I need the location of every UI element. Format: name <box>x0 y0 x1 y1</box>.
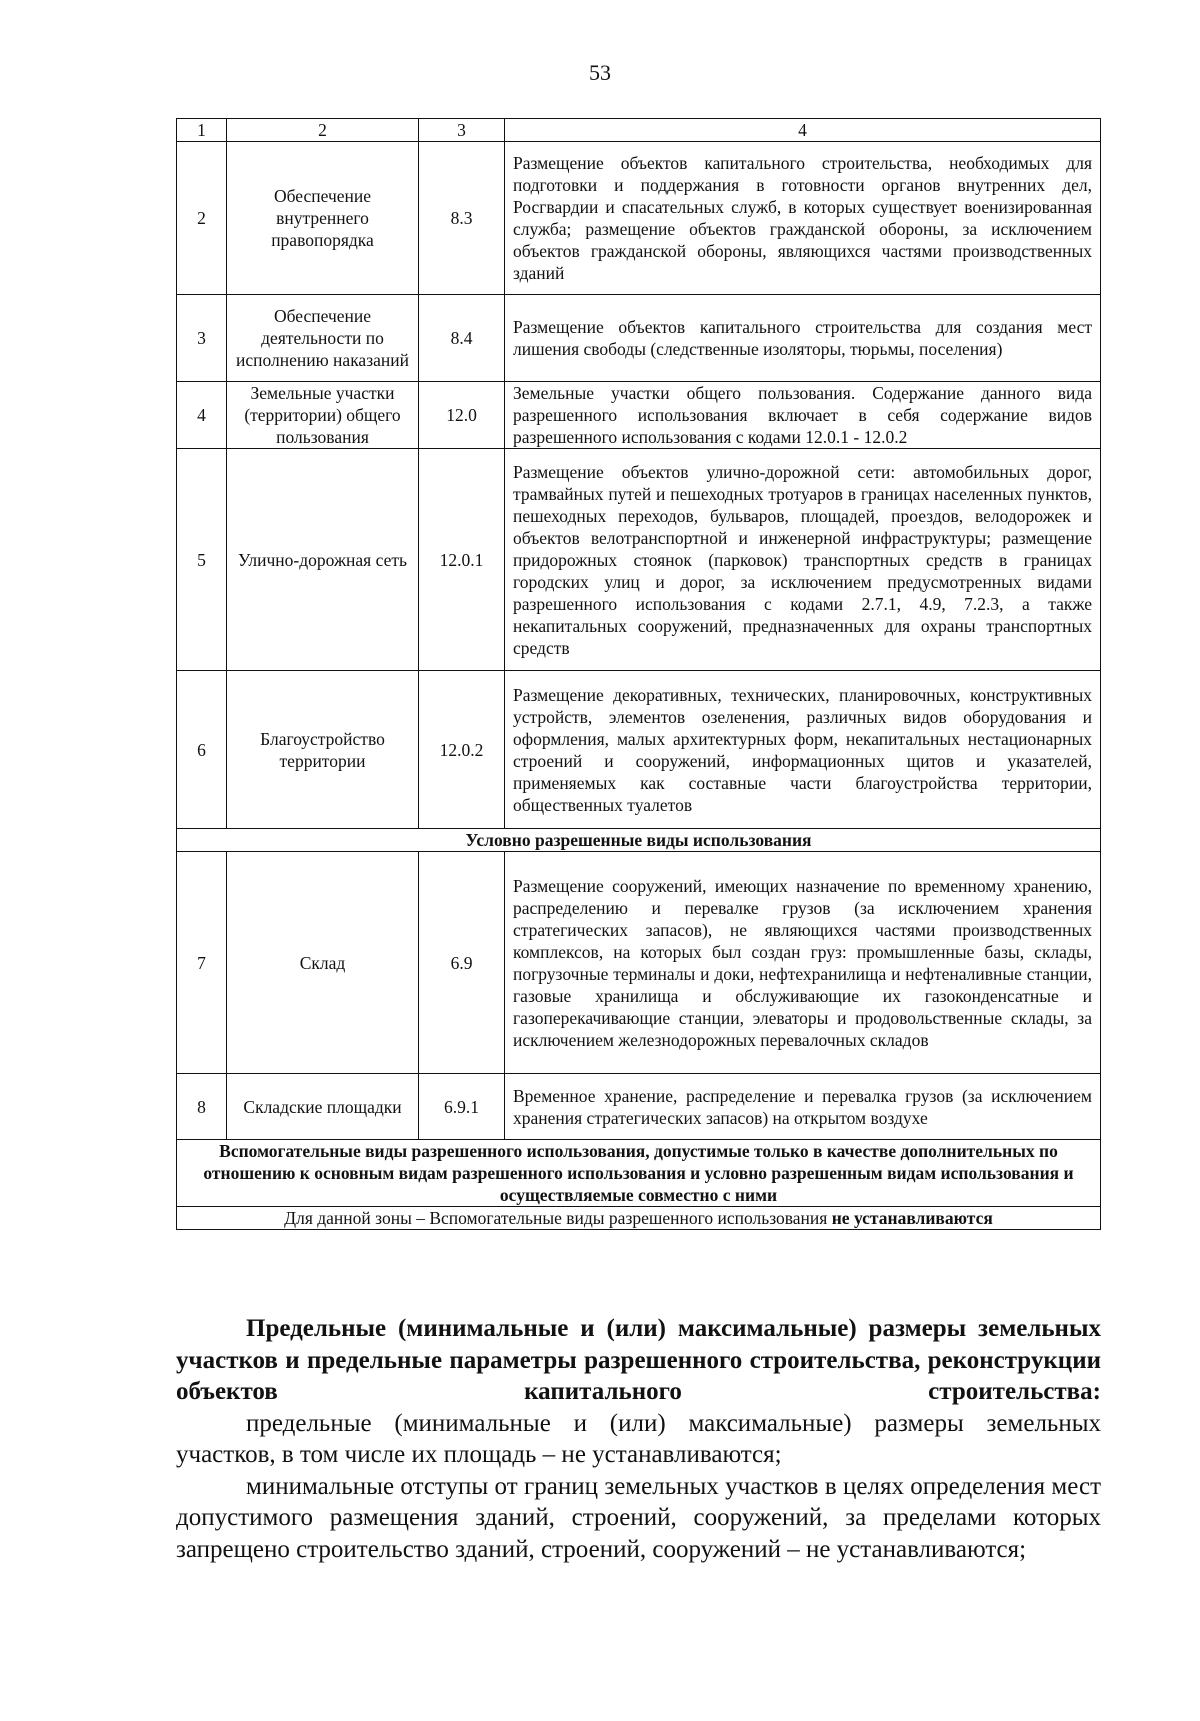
use-type-name: Улично-дорожная сеть <box>227 449 419 671</box>
use-type-name: Обеспечение внутреннего правопорядка <box>227 142 419 295</box>
use-type-code: 6.9.1 <box>419 1074 505 1140</box>
use-type-name: Склад <box>227 852 419 1074</box>
header-cell: 3 <box>419 119 505 142</box>
page-number: 53 <box>589 60 611 85</box>
note-row <box>177 1207 1101 1230</box>
use-type-code: 8.4 <box>419 295 505 382</box>
use-type-code: 6.9 <box>419 852 505 1074</box>
row-number: 5 <box>177 449 227 671</box>
use-type-code: 12.0.2 <box>419 671 505 829</box>
table-row <box>177 671 1101 829</box>
use-type-description: Размещение декоративных, технических, планировочных, конструктивных устройств, элементов озеленения, различных видов оборудования и оформления, малых архитектурных форм, некапитальных нестационарных строений и сооружений, информационных щитов и указателей, применяемых как составные части благоустройства территории, общественных туалетов <box>505 671 1101 829</box>
use-type-description: Земельные участки общего пользования. Содержание данного вида разрешенного использования включает в себя содержание видов разрешенного использования с кодами 12.0.1 - 12.0.2 <box>505 382 1101 449</box>
use-type-name: Складские площадки <box>227 1074 419 1140</box>
row-number: 4 <box>177 382 227 449</box>
paragraph: минимальные отступы от границ земельных участков в целях определения мест допустимого размещения зданий, строений, сооружений, за пределами которых запрещено строительство зданий, строений, сооружений – не устанавливаются; <box>176 1472 1101 1563</box>
use-type-name: Обеспечение деятельности по исполнению наказаний <box>227 295 419 382</box>
header-cell: 2 <box>227 119 419 142</box>
land-use-table <box>176 118 1101 1230</box>
section-row <box>177 1140 1101 1207</box>
table-row <box>177 142 1101 295</box>
use-type-description: Временное хранение, распределение и перевалка грузов (за исключением хранения стратегических запасов) на открытом воздухе <box>505 1074 1101 1140</box>
header-cell: 4 <box>505 119 1101 142</box>
auxiliary-section-title: Вспомогательные виды разрешенного использования, допустимые только в качестве дополнительных по отношению к основным видам разрешенного использования и условно разрешенным видам использования и осуществляемые совместно с ними <box>177 1140 1101 1207</box>
table-row <box>177 852 1101 1074</box>
table-row <box>177 449 1101 671</box>
use-type-name: Благоустройство территории <box>227 671 419 829</box>
limits-section <box>176 1313 1101 1565</box>
table-row <box>177 382 1101 449</box>
use-type-description: Размещение объектов капитального строительства для создания мест лишения свободы (следственные изоляторы, тюрьмы, поселения) <box>505 295 1101 382</box>
paragraph: предельные (минимальные и (или) максимальные) размеры земельных участков, в том числе их площадь – не устанавливаются; <box>176 1409 1101 1468</box>
use-type-description: Размещение объектов улично-дорожной сети: автомобильных дорог, трамвайных путей и пешеходных тротуаров в границах населенных пунктов, пешеходных переходов, бульваров, площадей, проездов, велодорожек и объектов велотранспортной и инженерной инфраструктуры; размещение придорожных стоянок (парковок) транспортных средств в границах городских улиц и дорог, за исключением предусмотренных видами разрешенного использования с кодами 2.7.1, 4.9, 7.2.3, а также некапитальных сооружений, предназначенных для охраны транспортных средств <box>505 449 1101 671</box>
row-number: 7 <box>177 852 227 1074</box>
use-type-code: 12.0.1 <box>419 449 505 671</box>
use-type-description: Размещение сооружений, имеющих назначение по временному хранению, распределению и перевалке грузов (за исключением хранения стратегических запасов), не являющихся частями производственных комплексов, на которых был создан груз: промышленные базы, склады, погрузочные терминалы и доки, нефтехранилища и нефтеналивные станции, газовые хранилища и обслуживающие их газоконденсатные и газоперекачивающие станции, элеваторы и продовольственные склады, за исключением железнодорожных перевалочных складов <box>505 852 1101 1074</box>
conditional-section-title: Условно разрешенные виды использования <box>177 829 1101 852</box>
row-number: 6 <box>177 671 227 829</box>
row-number: 8 <box>177 1074 227 1140</box>
section-row <box>177 829 1101 852</box>
use-type-description: Размещение объектов капитального строительства, необходимых для подготовки и поддержания в готовности органов внутренних дел, Росгвардии и спасательных служб, в которых существует военизированная служба; размещение объектов гражданской обороны, за исключением объектов гражданской обороны, являющихся частями производственных зданий <box>505 142 1101 295</box>
use-type-code: 12.0 <box>419 382 505 449</box>
use-type-name: Земельные участки (территории) общего пользования <box>227 382 419 449</box>
use-type-code: 8.3 <box>419 142 505 295</box>
auxiliary-note <box>177 1207 1101 1230</box>
table-row <box>177 295 1101 382</box>
table-header-row <box>177 119 1101 142</box>
row-number: 3 <box>177 295 227 382</box>
auxiliary-note-prefix: Для данной зоны – Вспомогательные виды разрешенного использования <box>284 1208 832 1228</box>
section-heading: Предельные (минимальные и (или) максимальные) размеры земельных участков и предельные параметры разрешенного строительства, реконструкции объектов капитального строительства: <box>176 1315 1101 1405</box>
row-number: 2 <box>177 142 227 295</box>
table-row <box>177 1074 1101 1140</box>
auxiliary-note-bold: не устанавливаются <box>831 1208 993 1228</box>
header-cell: 1 <box>177 119 227 142</box>
